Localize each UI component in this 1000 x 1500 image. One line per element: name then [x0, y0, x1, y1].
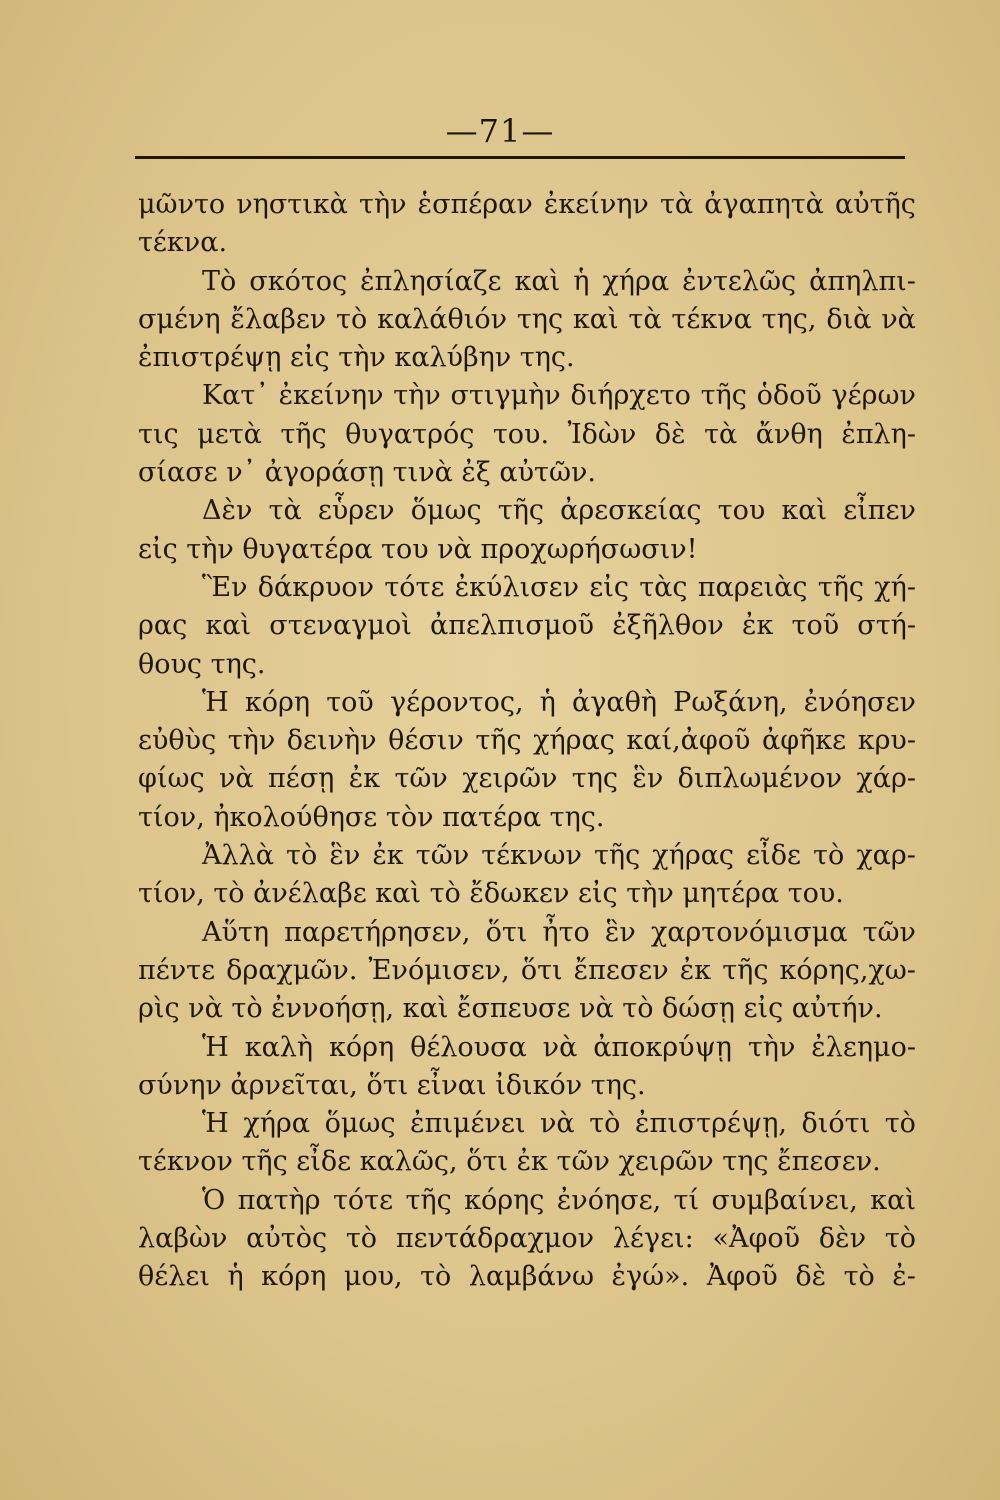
text-line: μῶντο νηστικὰ τὴν ἑσπέραν ἐκείνην τὰ ἀγαπητὰ αὐτῆς	[138, 189, 916, 220]
text-line: Ἡ χήρα ὅμως ἐπιμένει νὰ τὸ ἐπιστρέψῃ, διότι τὸ	[202, 1108, 916, 1140]
text-line: θους της.	[138, 648, 266, 680]
text-line: σίασε ν᾽ ἀγοράσῃ τινὰ ἐξ αὐτῶν.	[138, 457, 596, 489]
text-line: τις μετὰ τῆς θυγατρός του. Ἰδὼν δὲ τὰ ἄνθη ἐπλη-	[138, 418, 916, 450]
text-line: φίως νὰ πέσῃ ἐκ τῶν χειρῶν της ἓν διπλωμένον χάρ-	[138, 763, 916, 795]
text-line: εἰς τὴν θυγατέρα του νὰ προχωρήσωσιν!	[138, 533, 698, 565]
text-line: θέλει ἡ κόρη μου, τὸ λαμβάνω ἐγώ». Ἀφοῦ δὲ τὸ ἐ-	[138, 1261, 916, 1293]
text-line: ἐπιστρέψῃ εἰς τὴν καλύβην της.	[138, 342, 575, 374]
text-line: τέκνα.	[138, 227, 228, 259]
text-line: πέντε δραχμῶν. Ἐνόμισεν, ὅτι ἔπεσεν ἐκ τῆς κόρης,χω-	[138, 954, 916, 986]
text-line: Ἡ κόρη τοῦ γέροντος, ἡ ἀγαθὴ Ρωξάνη, ἐνόησεν	[202, 686, 916, 718]
page-number: —71—	[445, 112, 555, 150]
text-line: Αὕτη παρετήρησεν, ὅτι ἦτο ἓν χαρτονόμισμα τῶν	[202, 916, 916, 948]
text-line: Δὲν τὰ εὗρεν ὅμως τῆς ἀρεσκείας του καὶ εἶπεν	[202, 495, 916, 527]
text-line: σύνην ἀρνεῖται, ὅτι εἶναι ἰδικόν της.	[138, 1069, 646, 1101]
text-line: Κατ᾽ ἐκείνην τὴν στιγμὴν διήρχετο τῆς ὁδοῦ γέρων	[202, 380, 916, 412]
text-line: Ὁ πατὴρ τότε τῆς κόρης ἐνόησε, τί συμβαίνει, καὶ	[202, 1184, 916, 1216]
text-line: ρὶς νὰ τὸ ἐννοήσῃ, καὶ ἔσπευσε νὰ τὸ δώσῃ εἰς αὐτήν.	[138, 993, 883, 1025]
text-line: Ἀλλὰ τὸ ἓν ἐκ τῶν τέκνων τῆς χήρας εἶδε τὸ χαρ-	[202, 840, 916, 872]
text-line: λαβὼν αὐτὸς τὸ πεντάδραχμον λέγει: «Ἀφοῦ δὲν τὸ	[138, 1223, 916, 1255]
text-line: τίον, τὸ ἀνέλαβε καὶ τὸ ἔδωκεν εἰς τὴν μητέρα του.	[138, 878, 844, 910]
text-line: Τὸ σκότος ἐπλησίαζε καὶ ἡ χήρα ἐντελῶς ἀπηλπι-	[202, 265, 916, 297]
text-line: σμένη ἔλαβεν τὸ καλάθιόν της καὶ τὰ τέκνα της, διὰ νὰ	[138, 303, 916, 335]
page-text	[138, 186, 916, 1297]
text-line: εὐθὺς τὴν δεινὴν θέσιν τῆς χήρας καί,ἀφοῦ ἀφῆκε κρυ-	[138, 725, 916, 757]
text-line: Ἡ καλὴ κόρη θέλουσα νὰ ἀποκρύψῃ τὴν ἐλεημο-	[202, 1031, 916, 1063]
text-line: τέκνον τῆς εἶδε καλῶς, ὅτι ἐκ τῶν χειρῶν της ἔπεσεν.	[138, 1146, 881, 1178]
header-rule	[135, 156, 905, 159]
text-line: ρας καὶ στεναγμοὶ ἀπελπισμοῦ ἐξῆλθον ἐκ τοῦ στή-	[138, 610, 916, 642]
text-line: Ἓν δάκρυον τότε ἐκύλισεν εἰς τὰς παρειὰς τῆς χή-	[202, 571, 916, 603]
text-line: τίον, ἠκολούθησε τὸν πατέρα της.	[138, 801, 605, 833]
